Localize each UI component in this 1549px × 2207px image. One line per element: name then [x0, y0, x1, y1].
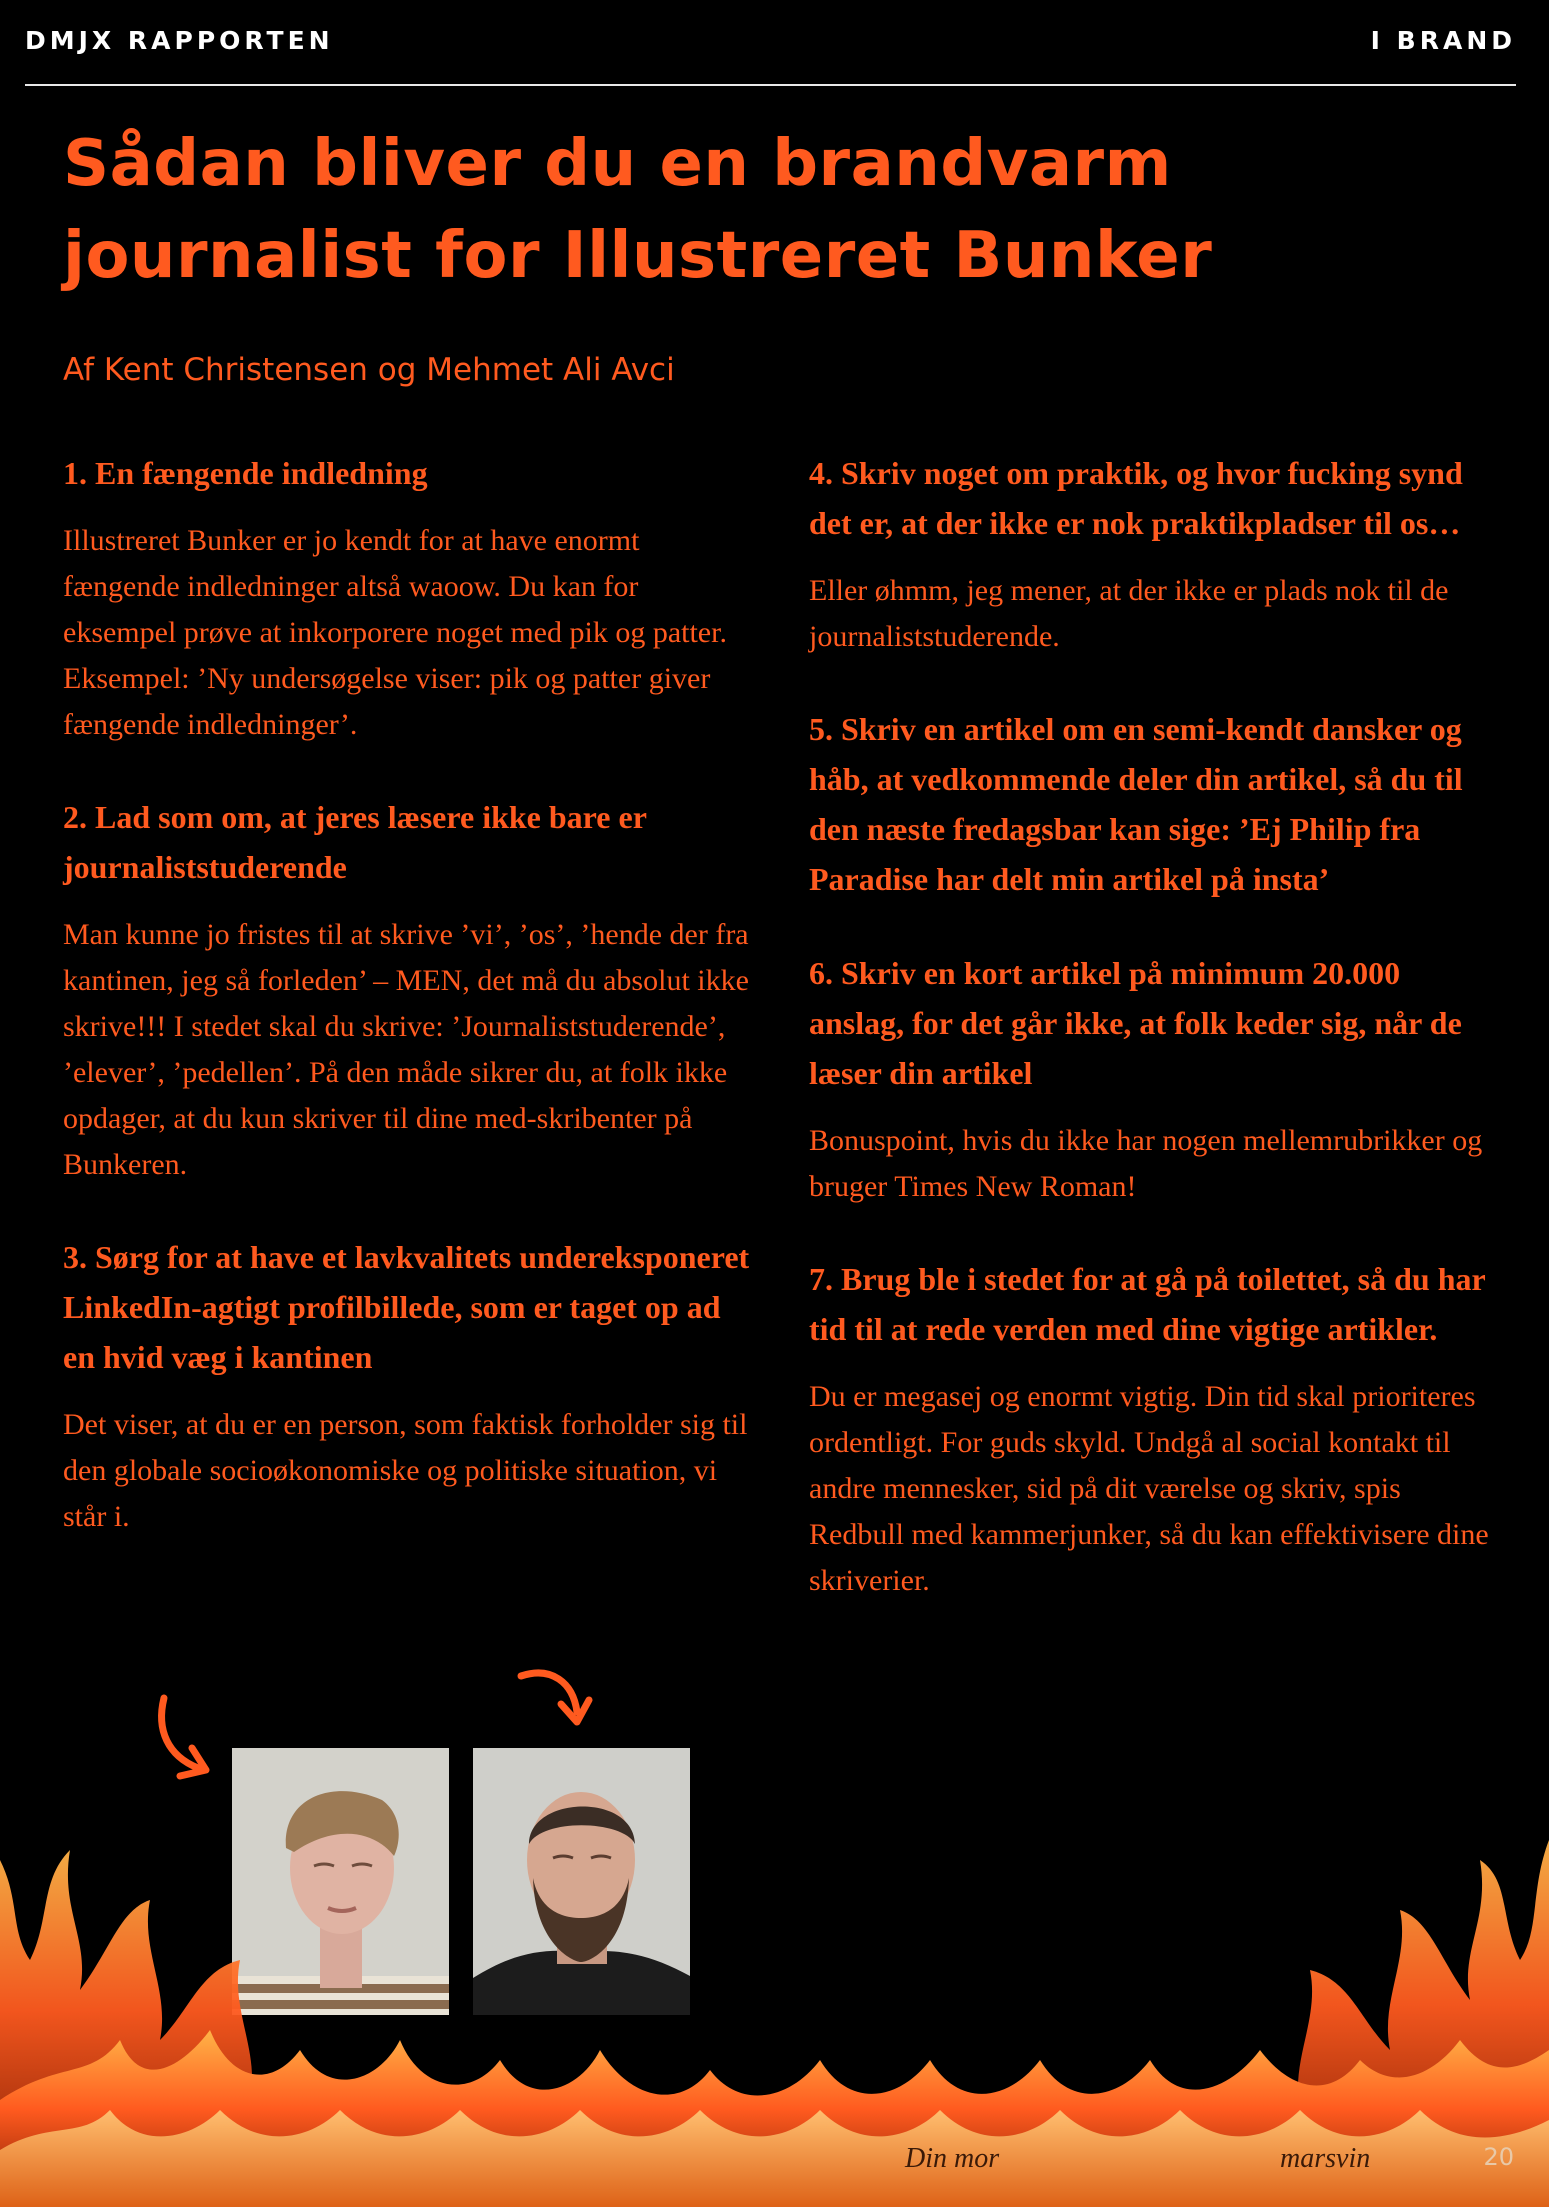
tip-heading: 6. Skriv en kort artikel på minimum 20.000 anslag, for det går ikke, at folk keder sig, når de læser din artikel — [809, 955, 1462, 1091]
page-header — [25, 26, 1516, 86]
left-column — [63, 448, 753, 1584]
tip-heading: 2. Lad som om, at jeres læsere ikke bare er journaliststuderende — [63, 799, 647, 885]
faded-footer-text: Din mor — [905, 2143, 1000, 2174]
tip-heading: 1. En fængende indledning — [63, 455, 428, 491]
curved-arrow-icon — [515, 1662, 595, 1732]
publication-name: DMJX RAPPORTEN — [25, 26, 334, 55]
tip-body: Bonuspoint, hvis du ikke har nogen mellemrubrikker og bruger Times New Roman! — [809, 1124, 1483, 1203]
tip-body: Det viser, at du er en person, som faktisk forholder sig til den globale socioøkonomiske og politiske situation, vi står i. — [63, 1408, 748, 1533]
tip-heading: 5. Skriv en artikel om en semi-kendt dansker og håb, at vedkommende deler din artikel, så du til den næste fredagsbar kan sige: ’Ej Philip fra Paradise har delt min artikel på insta’ — [809, 711, 1463, 897]
tip-heading: 7. Brug ble i stedet for at gå på toilettet, så du har tid til at rede verden med dine vigtige artikler. — [809, 1261, 1486, 1347]
tip-body: Du er megasej og enormt vigtig. Din tid skal prioriteres ordentligt. For guds skyld. Undgå al social kontakt til andre mennesker, sid på dit værelse og skriv, spis Redbull med kammerjunker, så du kan effektivisere dine skriverier. — [809, 1380, 1489, 1597]
tip-heading: 4. Skriv noget om praktik, og hvor fucking synd det er, at der ikke er nok praktikpladser til os… — [809, 455, 1463, 541]
tip-heading: 3. Sørg for at have et lavkvalitets undereksponeret LinkedIn-agtigt profilbillede, som er taget op ad en hvid væg i kantinen — [63, 1239, 750, 1375]
faded-footer-text: marsvin — [1280, 2143, 1371, 2174]
right-column — [809, 448, 1499, 1648]
page-number: 20 — [1483, 2143, 1514, 2171]
curved-arrow-icon — [150, 1690, 220, 1780]
article-byline: Af Kent Christensen og Mehmet Ali Avci — [63, 352, 675, 388]
section-name: I BRAND — [1370, 26, 1516, 55]
tip-body: Man kunne jo fristes til at skrive ’vi’, ’os’, ’hende der fra kantinen, jeg så forleden’ – MEN, det må du absolut ikke skrive!!! I stedet skal du skrive: ’Journaliststuderende’, ’elever’, ’pedellen’. På den måde sikrer du, at folk ikke opdager, at du kun skriver til dine med-skribenter på Bunkeren. — [63, 918, 749, 1181]
tip-body: Eller øhmm, jeg mener, at der ikke er plads nok til de journaliststuderende. — [809, 574, 1449, 653]
article-title: Sådan bliver du en brandvarm journalist for Illustreret Bunker — [63, 127, 1213, 293]
tip-body: Illustreret Bunker er jo kendt for at have enormt fængende indledninger altså waoow. Du kan for eksempel prøve at inkorporere noget med pik og patter. Eksempel: ’Ny undersøgelse viser: pik og patter giver fængende indledninger’. — [63, 524, 727, 741]
